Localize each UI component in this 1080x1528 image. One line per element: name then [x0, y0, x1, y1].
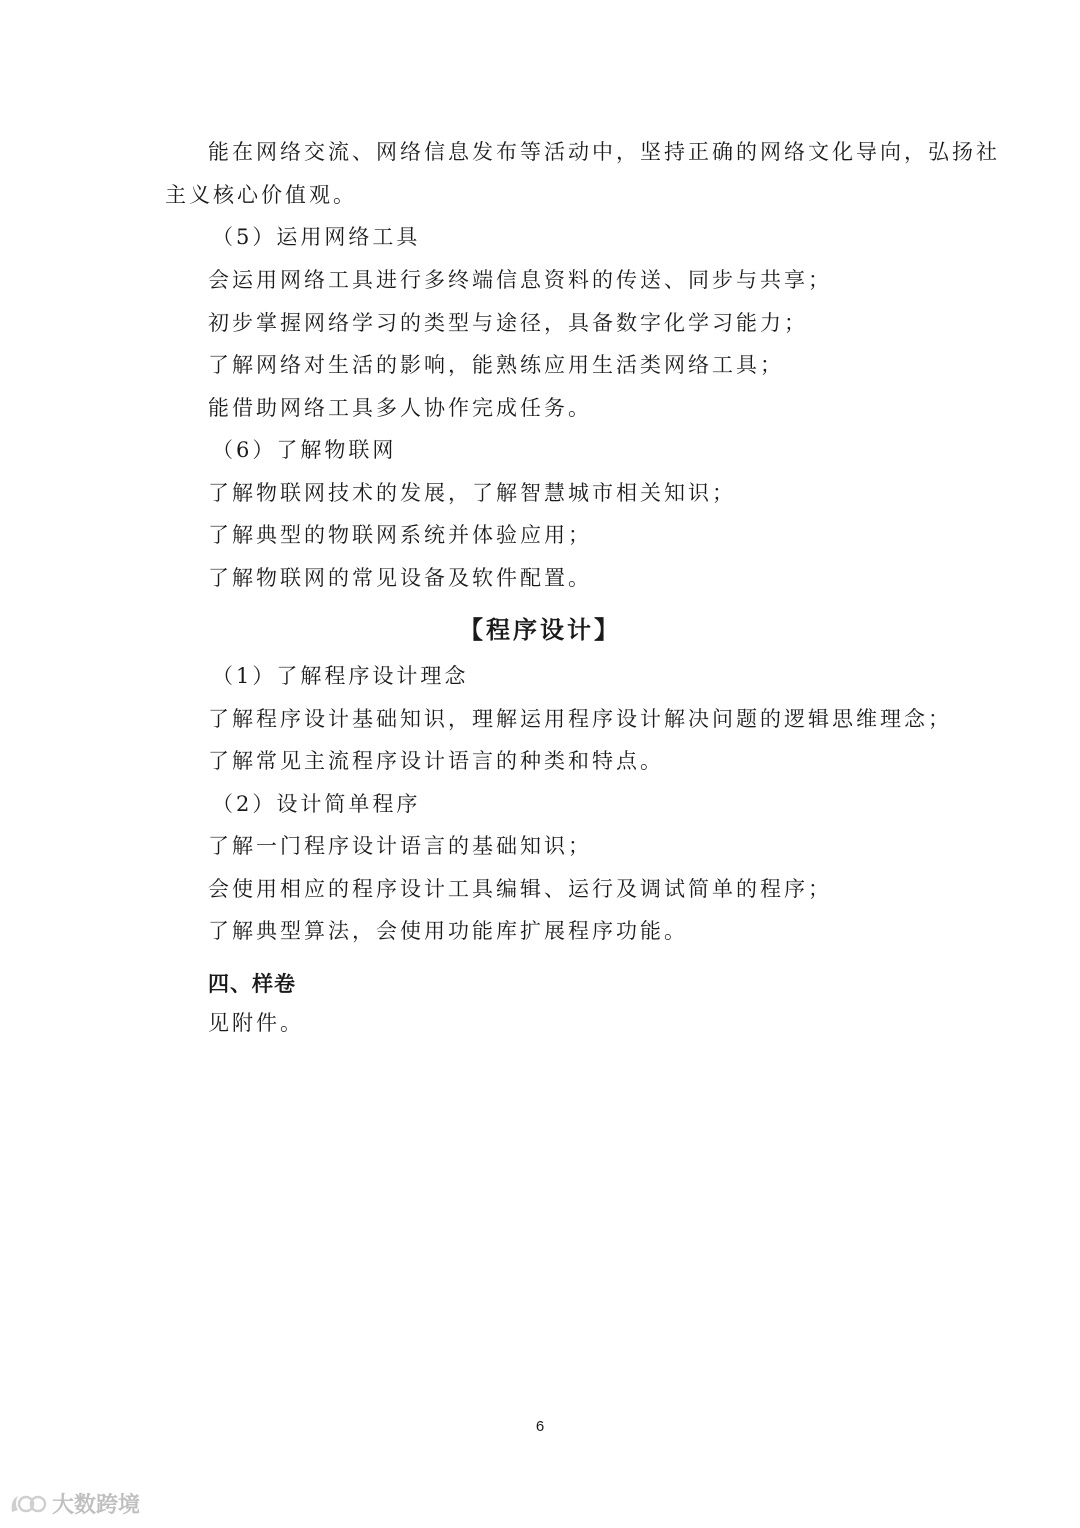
paragraph-line: 能借助网络工具多人协作完成任务。 — [208, 396, 592, 420]
paragraph-line: 会使用相应的程序设计工具编辑、运行及调试简单的程序； — [208, 877, 832, 901]
paragraph-line: 初步掌握网络学习的类型与途径，具备数字化学习能力； — [208, 311, 808, 335]
subsection-heading: （2）设计简单程序 — [212, 792, 421, 816]
watermark — [8, 1488, 140, 1519]
subsection-heading: （5）运用网络工具 — [212, 225, 421, 249]
section-heading: 四、样卷 — [208, 972, 296, 996]
section-title: 【程序设计】 — [459, 616, 621, 644]
paragraph-line: 能在网络交流、网络信息发布等活动中，坚持正确的网络文化导向，弘扬社 — [208, 140, 1000, 164]
paragraph-line: 了解物联网技术的发展，了解智慧城市相关知识； — [208, 481, 736, 505]
paragraph-line: 了解物联网的常见设备及软件配置。 — [208, 566, 592, 590]
watermark-text: 大数跨境 — [52, 1493, 141, 1518]
paragraph-line: 了解典型的物联网系统并体验应用； — [208, 523, 592, 547]
paragraph-line: 会运用网络工具进行多终端信息资料的传送、同步与共享； — [208, 268, 832, 292]
paragraph-line: 了解常见主流程序设计语言的种类和特点。 — [208, 749, 664, 773]
paragraph-line: 了解一门程序设计语言的基础知识； — [208, 834, 592, 858]
paragraph-line: 了解典型算法，会使用功能库扩展程序功能。 — [208, 919, 688, 943]
page-number: 6 — [535, 1418, 545, 1435]
subsection-heading: （6）了解物联网 — [212, 438, 397, 462]
paragraph-line: 了解网络对生活的影响，能熟练应用生活类网络工具； — [208, 353, 784, 377]
paragraph-line: 主义核心价值观。 — [165, 183, 357, 207]
paragraph-line: 了解程序设计基础知识，理解运用程序设计解决问题的逻辑思维理念； — [208, 707, 952, 731]
subsection-heading: （1）了解程序设计理念 — [212, 664, 469, 688]
brand-logo-icon — [8, 1490, 48, 1518]
paragraph-line: 见附件。 — [208, 1011, 304, 1035]
